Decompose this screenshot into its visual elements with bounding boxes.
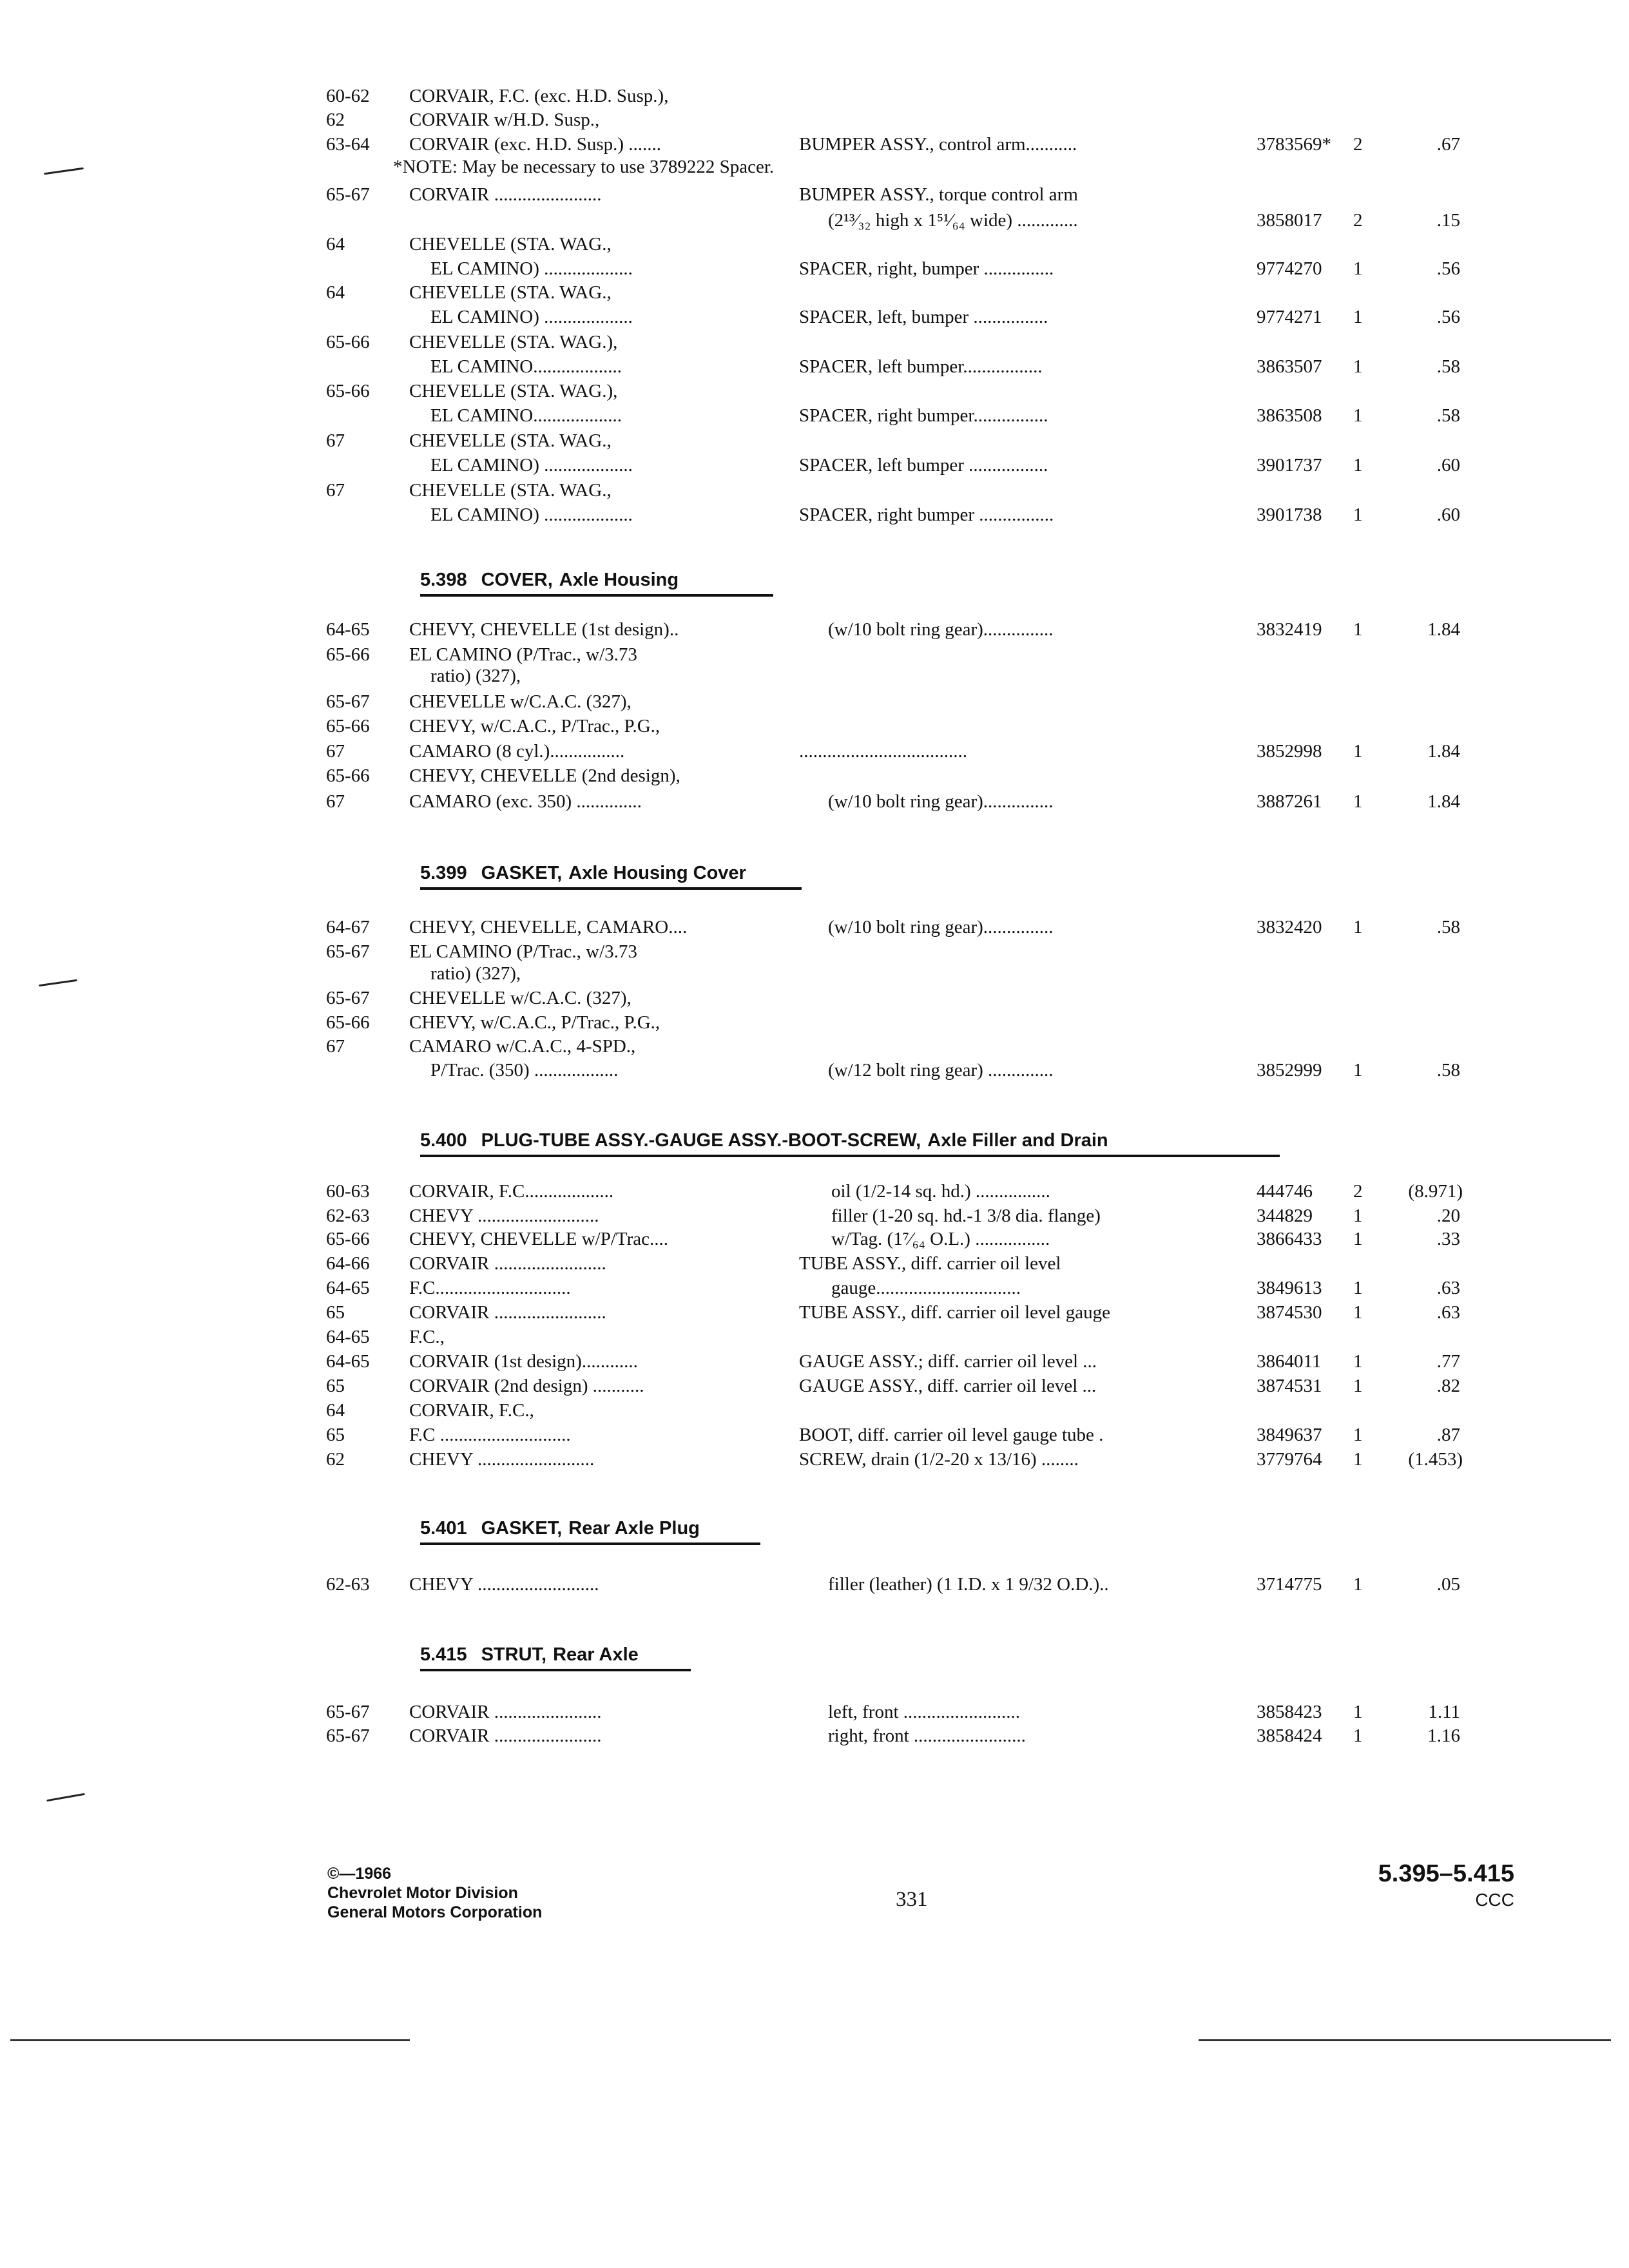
part-description: SCREW, drain (1/2-20 x 13/16) ........	[799, 1449, 1079, 1470]
price: .63	[1436, 1278, 1460, 1298]
footnote: *NOTE: May be necessary to use 3789222 Spacer.	[393, 157, 775, 177]
model-description: CORVAIR .......................	[409, 1702, 602, 1722]
model-years: 60-63	[326, 1181, 370, 1202]
parts-row	[322, 1700, 1482, 1724]
model-description: CORVAIR (1st design)............	[409, 1351, 638, 1372]
quantity: 1	[1353, 1725, 1363, 1746]
part-description: TUBE ASSY., diff. carrier oil level gauge	[799, 1302, 1110, 1323]
model-description: CHEVY, CHEVELLE (2nd design),	[409, 765, 680, 786]
page-number: 331	[896, 1888, 928, 1911]
model-description: CHEVY, w/C.A.C., P/Trac., P.G.,	[409, 1012, 660, 1033]
section-subtitle: Axle Filler and Drain	[927, 1130, 1108, 1151]
price: .56	[1436, 307, 1460, 327]
model-description: CHEVELLE (STA. WAG.,	[409, 480, 612, 501]
part-description: gauge...............................	[831, 1278, 1021, 1298]
model-description: CHEVY, CHEVELLE, CAMARO....	[409, 917, 688, 937]
model-years: 65	[326, 1376, 345, 1396]
quantity: 2	[1353, 210, 1363, 231]
quantity: 1	[1353, 741, 1363, 762]
quantity: 1	[1353, 1302, 1363, 1323]
model-description-continued: EL CAMINO...................	[430, 405, 622, 426]
price: 1.16	[1427, 1725, 1460, 1746]
model-description: CORVAIR .......................	[409, 1725, 602, 1746]
model-years: 65	[326, 1425, 345, 1445]
model-description: EL CAMINO (P/Trac., w/3.73	[409, 941, 637, 962]
section-range: 5.395–5.415	[1378, 1860, 1514, 1887]
parts-row	[322, 664, 1482, 688]
parts-row	[322, 155, 1482, 179]
model-description: CHEVY .........................	[409, 1449, 595, 1470]
model-years: 62	[326, 110, 345, 130]
part-description: w/Tag. (1⁷⁄₆₄ O.L.) ................	[831, 1229, 1050, 1249]
model-description-continued: EL CAMINO) ...................	[430, 455, 633, 476]
model-years: 63-64	[326, 134, 370, 155]
parts-row	[322, 1398, 1482, 1423]
model-description: CHEVY, CHEVELLE w/P/Trac....	[409, 1229, 668, 1249]
parts-row	[322, 1325, 1482, 1349]
parts-row	[322, 478, 1482, 503]
model-description-continued: ratio) (327),	[430, 963, 521, 984]
model-description: CORVAIR (exc. H.D. Susp.) .......	[409, 134, 662, 155]
parts-row	[322, 428, 1482, 453]
model-years: 65-67	[326, 691, 370, 712]
parts-row	[322, 280, 1482, 305]
parts-row	[322, 939, 1482, 964]
price: .58	[1436, 1060, 1460, 1081]
parts-row	[322, 132, 1482, 157]
model-years: 65-67	[326, 941, 370, 962]
model-description-continued: P/Trac. (350) ..................	[430, 1060, 619, 1081]
part-number: 3832420	[1257, 917, 1322, 937]
parts-row	[322, 1276, 1482, 1300]
parts-row	[322, 714, 1482, 738]
part-number: 3858424	[1257, 1725, 1322, 1746]
model-description: EL CAMINO (P/Trac., w/3.73	[409, 644, 637, 665]
price: (8.971)	[1408, 1181, 1463, 1202]
parts-row	[322, 1179, 1482, 1204]
part-number: 3714775	[1257, 1574, 1322, 1595]
model-years: 65-67	[326, 988, 370, 1008]
bottom-rule-left	[10, 2039, 410, 2041]
part-number: 3901737	[1257, 455, 1322, 476]
section-name: PLUG-TUBE ASSY.-GAUGE ASSY.-BOOT-SCREW,	[481, 1130, 921, 1151]
part-description: TUBE ASSY., diff. carrier oil level	[799, 1253, 1061, 1274]
model-years: 65-66	[326, 1012, 370, 1033]
quantity: 2	[1353, 134, 1363, 155]
price: .20	[1436, 1206, 1460, 1226]
model-description: CORVAIR (2nd design) ...........	[409, 1376, 644, 1396]
model-years: 65-66	[326, 765, 370, 786]
model-years: 67	[326, 480, 345, 501]
model-years: 64-66	[326, 1253, 370, 1274]
quantity: 1	[1353, 505, 1363, 525]
bottom-rule-right	[1199, 2039, 1611, 2041]
parts-row	[322, 1034, 1482, 1059]
parts-row	[322, 1300, 1482, 1325]
part-number: 3849637	[1257, 1425, 1322, 1445]
parts-row	[322, 961, 1482, 986]
part-number: 3863508	[1257, 405, 1322, 426]
model-description: CHEVELLE w/C.A.C. (327),	[409, 988, 631, 1008]
part-description: SPACER, right bumper................	[799, 405, 1048, 426]
model-description: CORVAIR .......................	[409, 184, 602, 205]
part-description: SPACER, left bumper.................	[799, 356, 1043, 377]
price: (1.453)	[1408, 1449, 1463, 1470]
model-years: 64-65	[326, 1327, 370, 1347]
model-description: F.C ............................	[409, 1425, 571, 1445]
section-heading	[420, 1126, 1280, 1157]
part-description: BUMPER ASSY., control arm...........	[799, 134, 1077, 155]
price: .15	[1436, 210, 1460, 231]
price: .60	[1436, 455, 1460, 476]
parts-row	[322, 1058, 1482, 1082]
parts-row	[322, 232, 1482, 256]
price: .82	[1436, 1376, 1460, 1396]
parts-row	[322, 305, 1482, 329]
quantity: 1	[1353, 1206, 1363, 1226]
parts-row	[322, 1349, 1482, 1374]
parts-row	[322, 379, 1482, 403]
part-description: (w/10 bolt ring gear)...............	[828, 791, 1054, 812]
part-description: SPACER, left bumper .................	[799, 455, 1048, 476]
model-years: 65-66	[326, 381, 370, 401]
part-number: 3863507	[1257, 356, 1322, 377]
part-description: SPACER, left, bumper ................	[799, 307, 1048, 327]
section-heading	[420, 1640, 691, 1671]
model-years: 62	[326, 1449, 345, 1470]
model-description: CORVAIR, F.C...................	[409, 1181, 614, 1202]
part-number: 3858423	[1257, 1702, 1322, 1722]
section-name: GASKET,	[481, 1518, 563, 1539]
price: 1.84	[1427, 741, 1460, 762]
parts-row	[322, 1204, 1482, 1228]
footer-copyright: ©—1966	[327, 1865, 392, 1883]
footer-code: CCC	[1475, 1890, 1514, 1910]
part-number: 3852999	[1257, 1060, 1322, 1081]
part-description: GAUGE ASSY., diff. carrier oil level ...	[799, 1376, 1097, 1396]
price: .33	[1436, 1229, 1460, 1249]
part-number: 3874530	[1257, 1302, 1322, 1323]
parts-row	[322, 503, 1482, 527]
part-number: 3866433	[1257, 1229, 1322, 1249]
model-years: 67	[326, 1036, 345, 1057]
quantity: 1	[1353, 1351, 1363, 1372]
part-number: 3874531	[1257, 1376, 1322, 1396]
price: .60	[1436, 505, 1460, 525]
parts-row	[322, 182, 1482, 207]
model-years: 67	[326, 430, 345, 451]
parts-row	[322, 84, 1482, 108]
section-number: 5.415	[420, 1644, 467, 1665]
part-description: BUMPER ASSY., torque control arm	[799, 184, 1078, 205]
parts-row	[322, 1423, 1482, 1447]
quantity: 1	[1353, 1229, 1363, 1249]
model-description: F.C.,	[409, 1327, 445, 1347]
section-name: COVER,	[481, 570, 553, 590]
quantity: 1	[1353, 791, 1363, 812]
model-years: 65-67	[326, 184, 370, 205]
part-number: 3852998	[1257, 741, 1322, 762]
part-number: 3783569*	[1257, 134, 1331, 155]
part-number: 3779764	[1257, 1449, 1322, 1470]
model-years: 64-65	[326, 1351, 370, 1372]
section-subtitle: Rear Axle Plug	[568, 1518, 700, 1539]
quantity: 1	[1353, 619, 1363, 640]
model-description: CAMARO w/C.A.C., 4-SPD.,	[409, 1036, 636, 1057]
parts-row	[322, 208, 1482, 233]
part-number: 3864011	[1257, 1351, 1322, 1372]
section-subtitle: Rear Axle	[553, 1644, 639, 1665]
price: .67	[1436, 134, 1460, 155]
parts-row	[322, 1724, 1482, 1748]
price: .87	[1436, 1425, 1460, 1445]
quantity: 1	[1353, 917, 1363, 937]
section-subtitle: Axle Housing Cover	[568, 863, 746, 883]
model-years: 64	[326, 282, 345, 303]
footer-corporation: General Motors Corporation	[327, 1903, 543, 1921]
model-years: 62-63	[326, 1574, 370, 1595]
part-description: filler (leather) (1 I.D. x 1 9/32 O.D.)..	[828, 1574, 1109, 1595]
quantity: 1	[1353, 1425, 1363, 1445]
part-description: oil (1/2-14 sq. hd.) ................	[831, 1181, 1050, 1202]
price: 1.11	[1428, 1702, 1460, 1722]
price: .58	[1436, 405, 1460, 426]
part-description: right, front ........................	[828, 1725, 1026, 1746]
parts-row	[322, 453, 1482, 477]
model-years: 65-67	[326, 1725, 370, 1746]
parts-row	[322, 986, 1482, 1010]
part-description: BOOT, diff. carrier oil level gauge tube .	[799, 1425, 1104, 1445]
model-description-continued: EL CAMINO) ...................	[430, 258, 633, 279]
quantity: 1	[1353, 258, 1363, 279]
section-number: 5.399	[420, 863, 467, 883]
parts-row	[322, 915, 1482, 939]
parts-row	[322, 354, 1482, 379]
model-years: 65-66	[326, 1229, 370, 1249]
quantity: 1	[1353, 1060, 1363, 1081]
parts-row	[322, 689, 1482, 714]
model-description: CHEVY, CHEVELLE (1st design)..	[409, 619, 679, 640]
model-description: CHEVY, w/C.A.C., P/Trac., P.G.,	[409, 716, 660, 736]
model-description: CHEVY ..........................	[409, 1574, 599, 1595]
model-years: 65	[326, 1302, 345, 1323]
parts-row	[322, 1251, 1482, 1276]
model-years: 65-66	[326, 332, 370, 352]
section-heading	[420, 1514, 760, 1545]
model-years: 62-63	[326, 1206, 370, 1226]
model-description: CHEVY ..........................	[409, 1206, 599, 1226]
footer-publisher	[327, 1864, 542, 1922]
part-description: SPACER, right, bumper ...............	[799, 258, 1054, 279]
part-number: 3887261	[1257, 791, 1322, 812]
part-description: left, front .........................	[828, 1702, 1021, 1722]
part-description: SPACER, right bumper ................	[799, 505, 1054, 525]
section-name: GASKET,	[481, 863, 563, 883]
price: .77	[1436, 1351, 1460, 1372]
parts-row	[322, 1374, 1482, 1398]
model-years: 67	[326, 791, 345, 812]
section-number: 5.398	[420, 570, 467, 590]
model-description: CAMARO (8 cyl.)................	[409, 741, 625, 762]
quantity: 1	[1353, 455, 1363, 476]
price: 1.84	[1427, 791, 1460, 812]
model-description: CHEVELLE (STA. WAG.,	[409, 430, 612, 451]
price: .63	[1436, 1302, 1460, 1323]
quantity: 1	[1353, 1574, 1363, 1595]
footer-range-block	[1373, 1859, 1514, 1912]
model-description-continued: EL CAMINO) ...................	[430, 307, 633, 327]
model-years: 64-65	[326, 1278, 370, 1298]
model-description-continued: ratio) (327),	[430, 666, 521, 686]
part-number: 9774270	[1257, 258, 1322, 279]
footer-division: Chevrolet Motor Division	[327, 1884, 518, 1902]
quantity: 1	[1353, 307, 1363, 327]
model-years: 60-62	[326, 86, 370, 106]
model-years: 64-67	[326, 917, 370, 937]
parts-row	[322, 1447, 1482, 1472]
model-description: F.C.............................	[409, 1278, 571, 1298]
part-number: 3858017	[1257, 210, 1322, 231]
model-description: CORVAIR w/H.D. Susp.,	[409, 110, 600, 130]
quantity: 2	[1353, 1181, 1363, 1202]
section-subtitle: Axle Housing	[559, 570, 679, 590]
part-description: ....................................	[799, 741, 967, 762]
price: .56	[1436, 258, 1460, 279]
model-description: CHEVELLE (STA. WAG.),	[409, 332, 618, 352]
model-years: 64	[326, 1400, 345, 1421]
quantity: 1	[1353, 1278, 1363, 1298]
part-description: (w/10 bolt ring gear)...............	[828, 619, 1054, 640]
price: 1.84	[1427, 619, 1460, 640]
parts-row	[322, 108, 1482, 132]
part-description: filler (1-20 sq. hd.-1 3/8 dia. flange)	[831, 1206, 1101, 1226]
model-description: CORVAIR, F.C. (exc. H.D. Susp.),	[409, 86, 669, 106]
section-number: 5.401	[420, 1518, 467, 1539]
parts-row	[322, 617, 1482, 642]
part-description: (2¹³⁄₃₂ high x 1⁵¹⁄₆₄ wide) .............	[828, 210, 1078, 231]
model-years: 65-67	[326, 1702, 370, 1722]
part-description: GAUGE ASSY.; diff. carrier oil level ...	[799, 1351, 1097, 1372]
model-description: CORVAIR ........................	[409, 1302, 606, 1323]
model-description-continued: EL CAMINO) ...................	[430, 505, 633, 525]
quantity: 1	[1353, 1376, 1363, 1396]
model-description-continued: EL CAMINO...................	[430, 356, 622, 377]
part-number: 3832419	[1257, 619, 1322, 640]
part-number: 3901738	[1257, 505, 1322, 525]
model-description: CHEVELLE (STA. WAG.),	[409, 381, 618, 401]
model-years: 67	[326, 741, 345, 762]
price: .58	[1436, 356, 1460, 377]
section-number: 5.400	[420, 1130, 467, 1151]
parts-row	[322, 1227, 1482, 1251]
model-description: CHEVELLE (STA. WAG.,	[409, 282, 612, 303]
part-number: 9774271	[1257, 307, 1322, 327]
part-number: 344829	[1257, 1206, 1313, 1226]
quantity: 1	[1353, 1702, 1363, 1722]
model-description: CHEVELLE w/C.A.C. (327),	[409, 691, 631, 712]
price: .58	[1436, 917, 1460, 937]
part-number: 444746	[1257, 1181, 1313, 1202]
parts-row	[322, 1010, 1482, 1035]
parts-row	[322, 739, 1482, 764]
model-years: 65-66	[326, 716, 370, 736]
parts-row	[322, 330, 1482, 354]
model-years: 64	[326, 234, 345, 255]
model-years: 65-66	[326, 644, 370, 665]
model-description: CORVAIR, F.C.,	[409, 1400, 534, 1421]
quantity: 1	[1353, 1449, 1363, 1470]
model-description: CAMARO (exc. 350) ..............	[409, 791, 642, 812]
parts-row	[322, 256, 1482, 281]
section-heading	[420, 859, 802, 890]
part-number: 3849613	[1257, 1278, 1322, 1298]
quantity: 1	[1353, 405, 1363, 426]
parts-row	[322, 1572, 1482, 1597]
section-heading	[420, 566, 773, 597]
model-description: CHEVELLE (STA. WAG.,	[409, 234, 612, 255]
part-description: (w/12 bolt ring gear) ..............	[828, 1060, 1054, 1081]
parts-row	[322, 764, 1482, 788]
part-description: (w/10 bolt ring gear)...............	[828, 917, 1054, 937]
parts-row	[322, 789, 1482, 814]
quantity: 1	[1353, 356, 1363, 377]
model-years: 64-65	[326, 619, 370, 640]
section-name: STRUT,	[481, 1644, 547, 1665]
parts-row	[322, 403, 1482, 428]
price: .05	[1436, 1574, 1460, 1595]
model-description: CORVAIR ........................	[409, 1253, 606, 1274]
